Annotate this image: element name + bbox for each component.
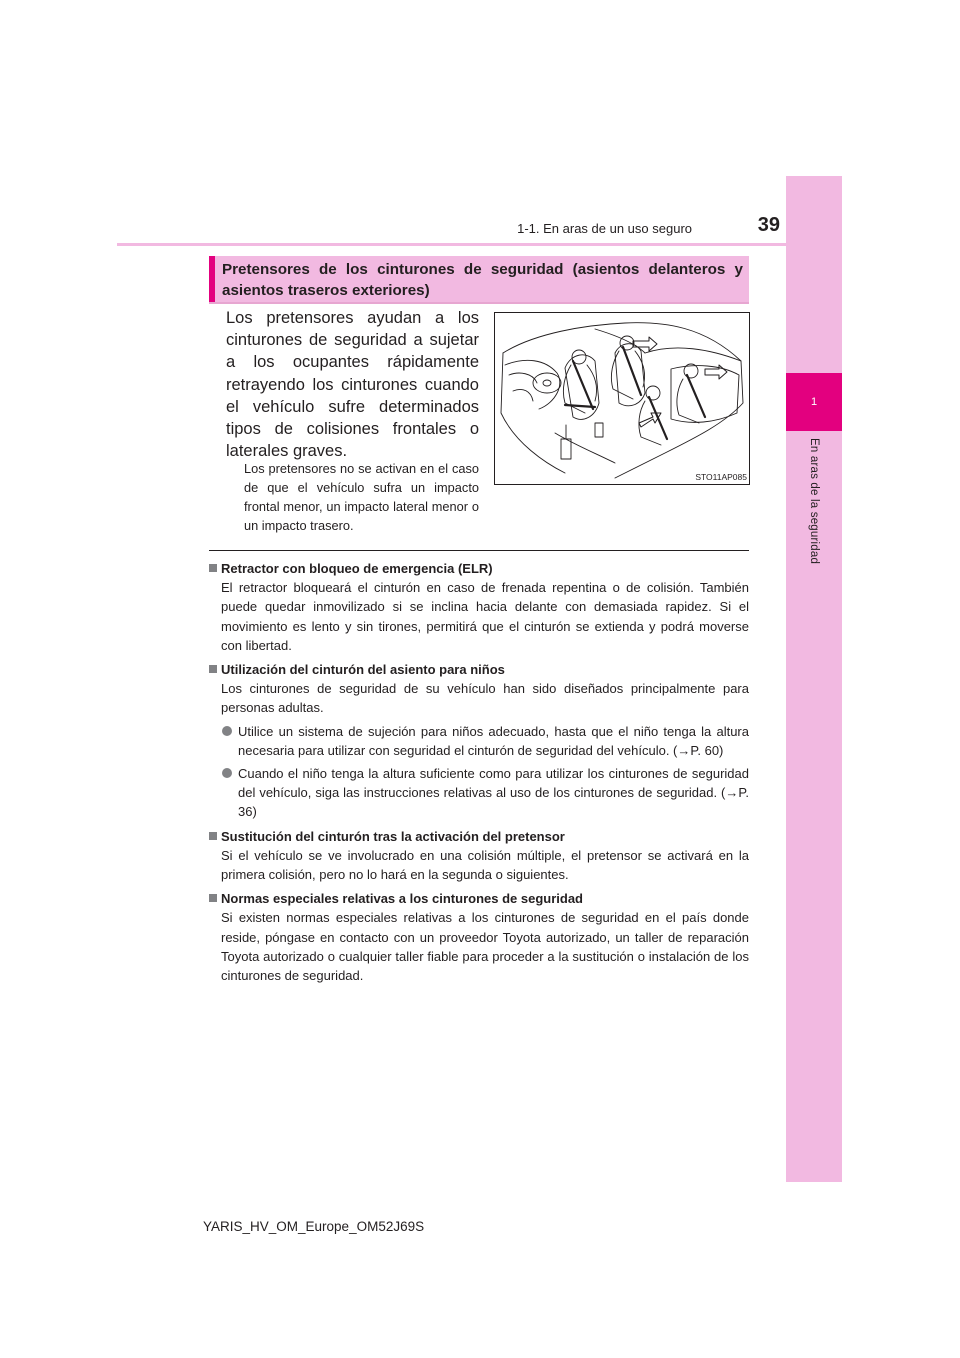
note-bullet	[209, 722, 749, 760]
figure-code: STO11AP085	[695, 472, 747, 482]
note-heading	[209, 827, 749, 846]
note-heading-text: Utilización del cinturón del asiento para niños	[221, 662, 505, 678]
header-rule	[117, 243, 842, 246]
note-child-seatbelt	[209, 660, 749, 822]
note-bullet-text: Utilice un sistema de sujeción para niños adecuado, hasta que el niño tenga la altura necesaria para utilizar con seguridad el cinturón de seguridad del vehículo. (→P. 60)	[238, 723, 749, 758]
section-title: Pretensores de los cinturones de seguridad (asientos delanteros y asientos traseros exteriores)	[222, 261, 743, 299]
square-bullet-icon	[209, 564, 217, 572]
section-heading-box	[209, 256, 749, 304]
note-heading-text: Retractor con bloqueo de emergencia (ELR)	[221, 561, 493, 576]
page-number: 39	[757, 214, 780, 236]
note-elr	[209, 559, 749, 655]
side-tab	[786, 176, 842, 1182]
note-heading	[209, 660, 749, 679]
square-bullet-icon	[209, 832, 217, 840]
chapter-number: 1	[786, 373, 842, 431]
section-divider	[209, 550, 749, 551]
header-section-title: 1-1. En aras de un uso seguro	[517, 221, 692, 236]
note-bullet	[209, 764, 749, 822]
intro-paragraph: Los pretensores ayudan a los cinturones de seguridad a sujetar a los ocupantes rápidamente retrayendo los cinturones cuando el vehículo sufre determinados tipos de colisiones frontales o laterales graves.	[226, 309, 479, 461]
note-pretensioner-replacement	[209, 827, 749, 885]
notes-list	[209, 559, 749, 990]
note-body: El retractor bloqueará el cinturón en caso de frenada repentina o de colisión. También puede quedar inmovilizado si se inclina hacia delante con demasiada rapidez. Si el movimiento es lento y sin tirones, permitirá que el cinturón se extienda y podrá moverse con libertad.	[221, 580, 749, 653]
note-heading	[209, 559, 749, 578]
note-special-regulations	[209, 889, 749, 985]
note-bullet-text: Cuando el niño tenga la altura suficiente como para utilizar los cinturones de seguridad del vehículo, siga las instrucciones relativas al uso de los cinturones de seguridad. (→P. 36)	[238, 766, 749, 820]
square-bullet-icon	[209, 894, 217, 902]
intro-subnote: Los pretensores no se activan en el caso de que el vehículo sufra un impacto frontal menor, un impacto lateral menor o un impacto trasero.	[244, 461, 479, 533]
car-interior-drawing	[495, 313, 749, 484]
circle-bullet-icon	[222, 726, 232, 736]
footer-document-id: YARIS_HV_OM_Europe_OM52J69S	[203, 1219, 425, 1234]
note-body: Si existen normas especiales relativas a los cinturones de seguridad en el país donde reside, póngase en contacto con un proveedor Toyota autorizado, un taller de reparación Toyota autorizado o cualquier taller fiable para proceder a la sustitución o instalación de los cinturones de seguridad.	[221, 910, 749, 984]
seatbelt-pretensioner-illustration	[494, 312, 750, 485]
note-body: Los cinturones de seguridad de su vehículo han sido diseñados principalmente para personas adultas.	[221, 681, 749, 716]
circle-bullet-icon	[222, 768, 232, 778]
note-heading	[209, 889, 749, 908]
note-heading-text: Normas especiales relativas a los cinturones de seguridad	[221, 891, 583, 907]
note-body: Si el vehículo se ve involucrado en una colisión múltiple, el pretensor se activará en la primera colisión, pero no lo hará en la segunda o siguientes.	[221, 847, 749, 883]
note-heading-text: Sustitución del cinturón tras la activación del pretensor	[221, 828, 565, 844]
section-heading-accent	[209, 256, 215, 302]
square-bullet-icon	[209, 665, 217, 673]
chapter-label: En aras de la seguridad	[808, 438, 820, 565]
